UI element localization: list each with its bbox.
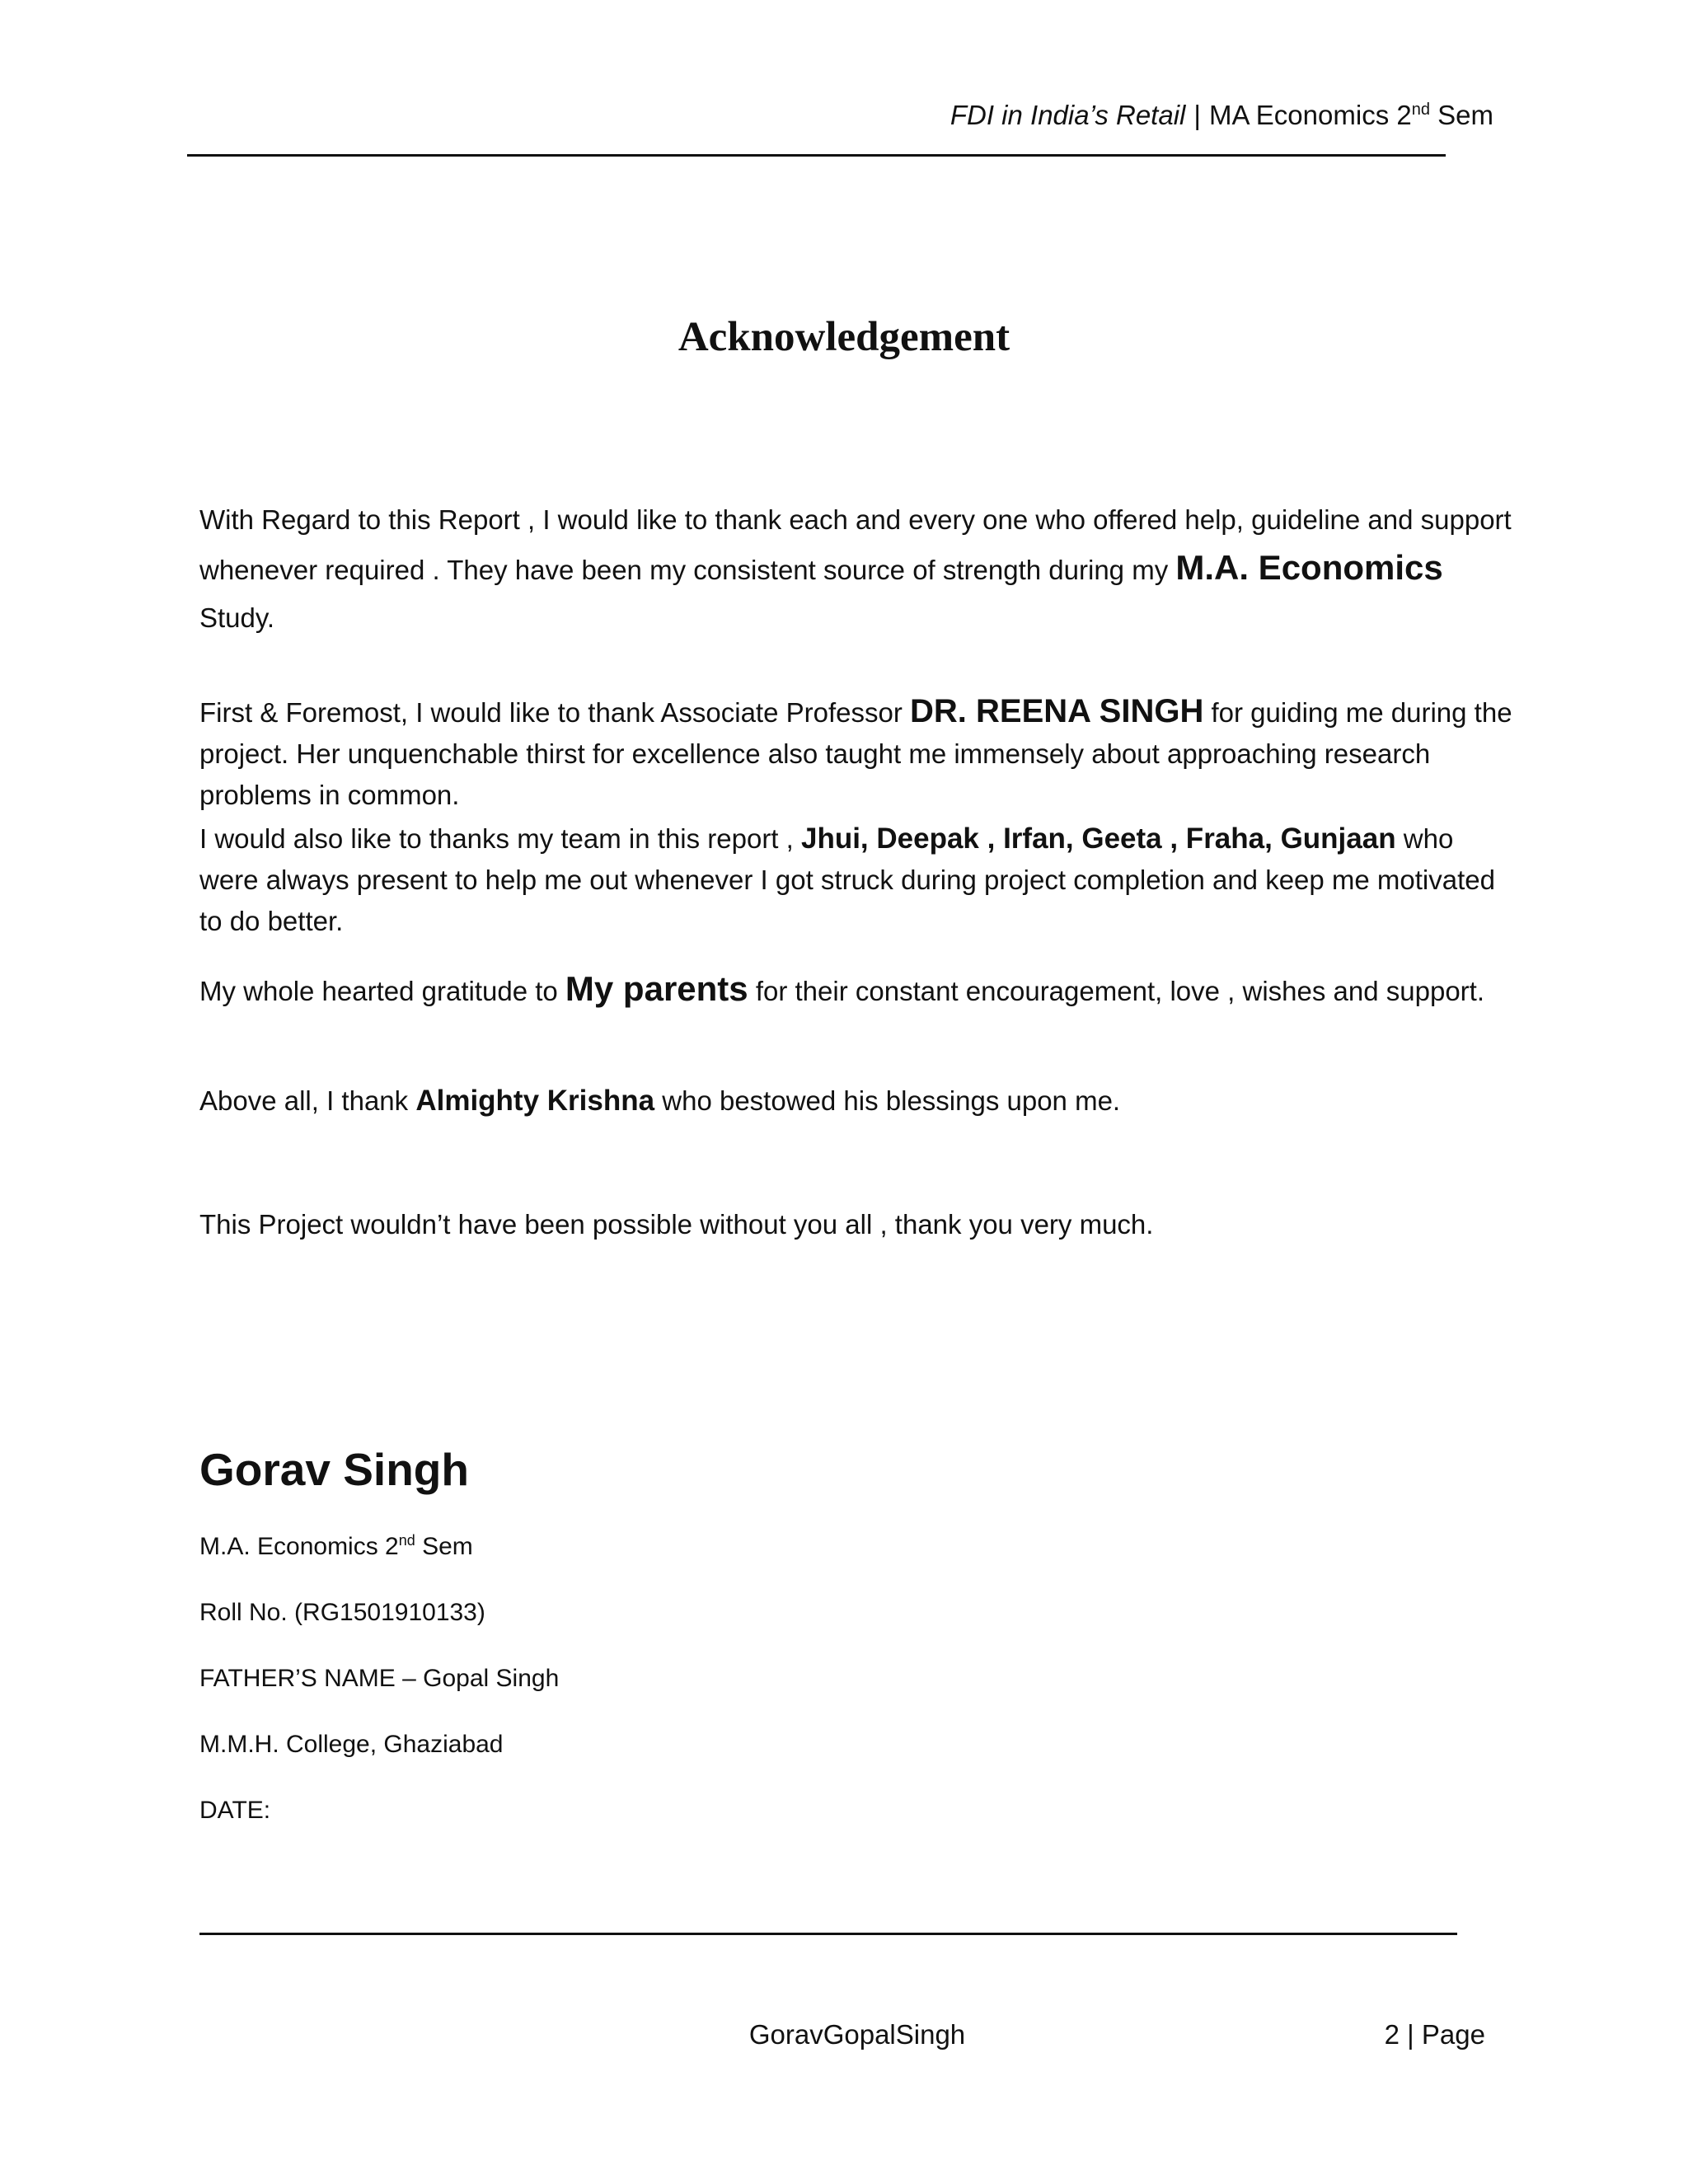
page-number: 2 <box>1384 2019 1400 2050</box>
professor-text: First & Foremost, I would like to thank Associate Professor <box>199 697 910 728</box>
footer-divider <box>199 1933 1457 1935</box>
parents-emphasis: My parents <box>565 969 748 1008</box>
signature-college: M.M.H. College, Ghaziabad <box>199 1731 504 1758</box>
signature-roll: Roll No. (RG1501910133) <box>199 1599 485 1626</box>
paragraph-intro <box>199 496 1518 642</box>
page-separator: | <box>1407 2019 1414 2050</box>
intro-text-end: Study. <box>199 602 275 633</box>
header-divider <box>187 154 1446 157</box>
team-text: I would also like to thanks my team in this report , <box>199 823 801 854</box>
paragraph-professor <box>199 691 1518 816</box>
team-text-end: who were always present to help me out whenever I got struck during project completion and keep me motivated to do better. <box>199 823 1495 936</box>
signature-father: FATHER’S NAME – Gopal Singh <box>199 1665 560 1692</box>
signature-name: Gorav Singh <box>199 1444 469 1495</box>
footer-author: GoravGopalSingh <box>748 2019 966 2050</box>
signature-date: DATE: <box>199 1797 271 1824</box>
blessing-text-end: who bestowed his blessings upon me. <box>654 1085 1121 1116</box>
team-names: Jhui, Deepak , Irfan, Geeta , Fraha, Gunjaan <box>800 823 1396 855</box>
header-course-suffix: Sem <box>1429 100 1493 130</box>
professor-text-end: for guiding me during the project. Her unquenchable thirst for excellence also taught me immensely about approaching research problems in common. <box>199 697 1512 810</box>
signature-course <box>199 1530 473 1563</box>
degree-name: M.A. Economics <box>1175 548 1443 587</box>
parents-text-end: for their constant encouragement, love , wishes and support. <box>748 976 1484 1006</box>
header-separator: | <box>1193 100 1201 130</box>
paragraph-closing: This Project wouldn’t have been possible without you all , thank you very much. <box>199 1209 1154 1240</box>
intro-text: With Regard to this Report , I would like to thank each and every one who offered help, guideline and support whenever required . They have been my consistent source of strength during my <box>199 504 1512 585</box>
signature-course-text: M.A. Economics 2 <box>199 1533 399 1560</box>
page-title: Acknowledgement <box>678 314 1010 360</box>
signature-course-suffix: Sem <box>415 1533 473 1560</box>
header-course: MA Economics 2 <box>1208 100 1412 130</box>
signature-course-sup: nd <box>398 1532 415 1549</box>
professor-name: DR. REENA SINGH <box>910 693 1204 729</box>
paragraph-blessing <box>199 1080 1518 1122</box>
paragraph-parents <box>199 968 1518 1012</box>
deity-name: Almighty Krishna <box>415 1085 655 1117</box>
header-doc-title: FDI in India’s Retail <box>950 100 1186 130</box>
blessing-text: Above all, I thank <box>199 1085 416 1116</box>
page-header <box>950 97 1493 134</box>
paragraph-team <box>199 818 1518 942</box>
footer-page-number <box>1385 2017 1485 2053</box>
parents-text: My whole hearted gratitude to <box>199 976 565 1006</box>
page-label: Page <box>1421 2019 1485 2050</box>
header-course-sup: nd <box>1411 101 1430 119</box>
